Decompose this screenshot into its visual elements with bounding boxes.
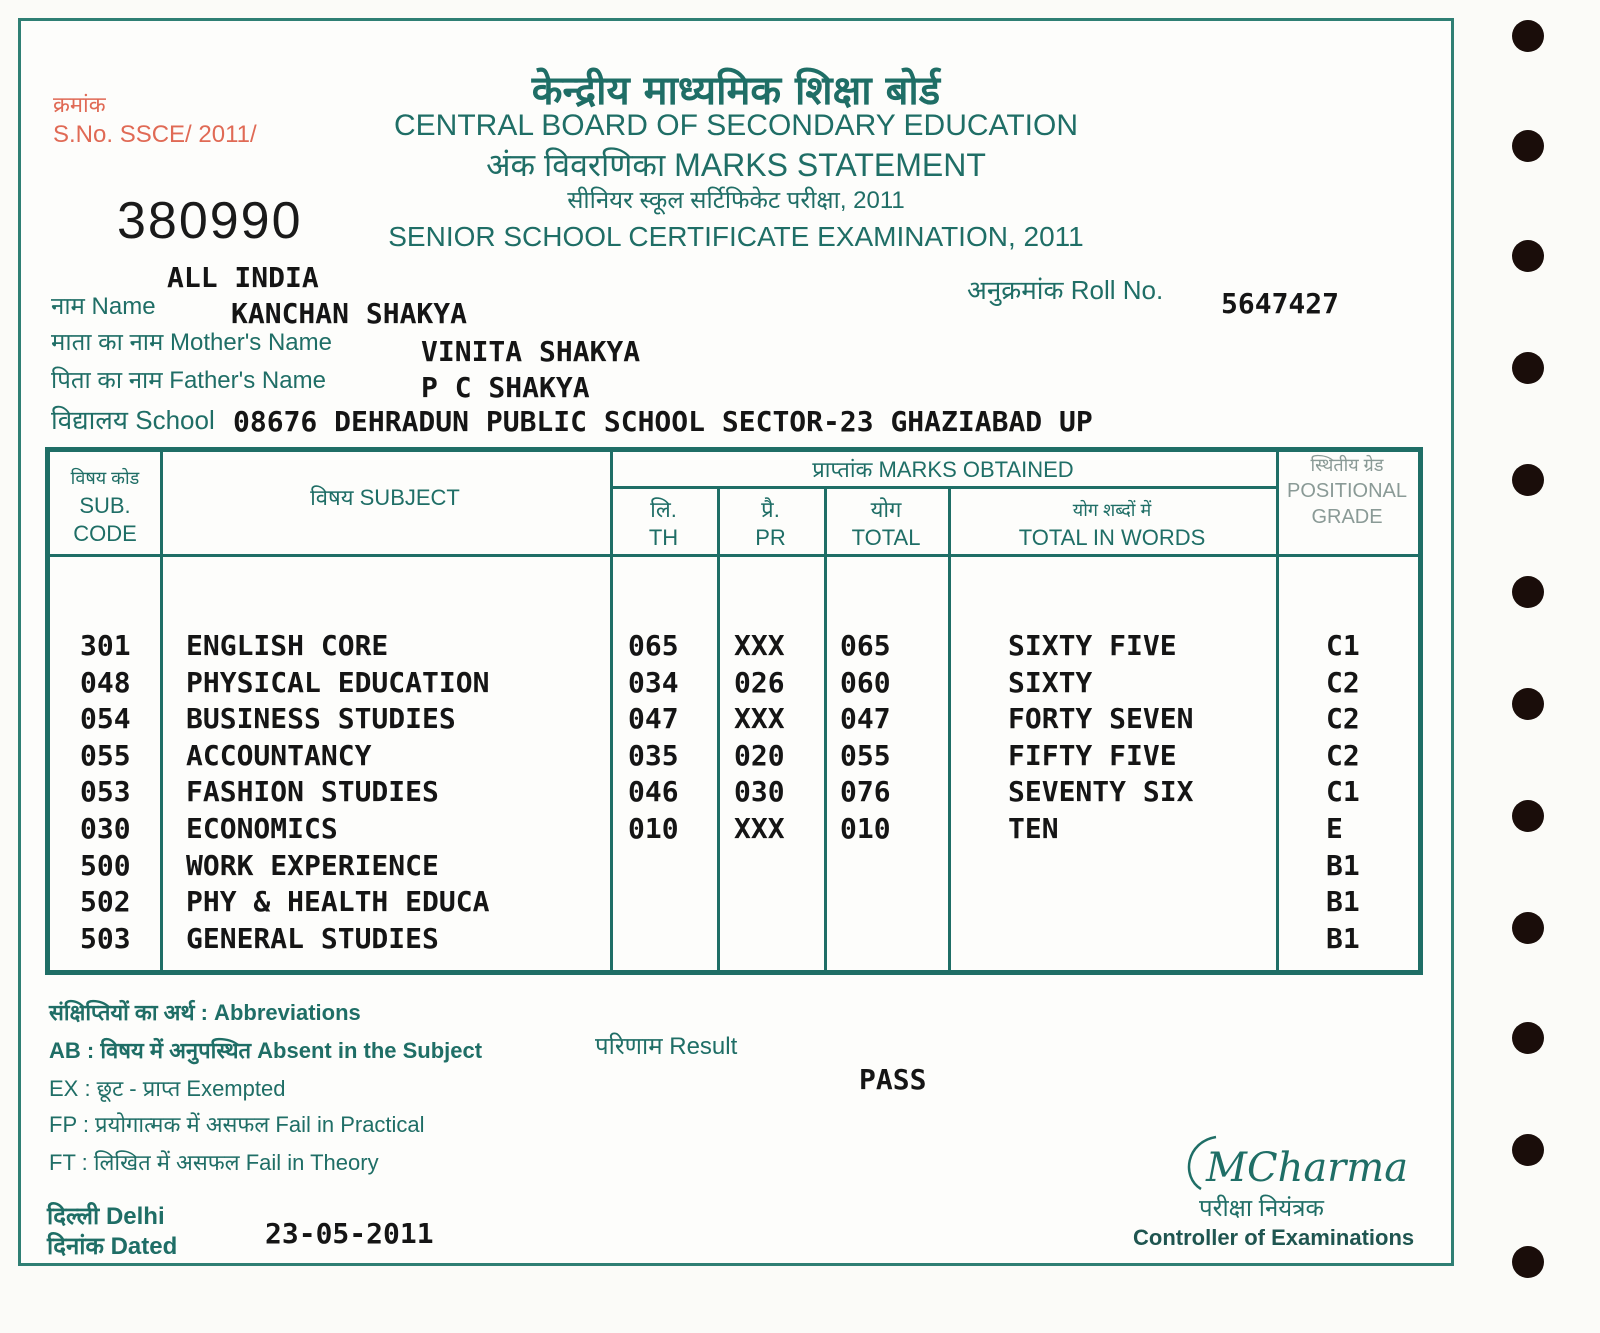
tractor-feed-hole <box>1512 800 1544 832</box>
name-label: नाम Name <box>51 293 156 320</box>
cell-pr: XXX <box>734 812 785 845</box>
cell-total: 055 <box>840 738 891 772</box>
tractor-feed-hole <box>1512 1022 1544 1054</box>
student-name: KANCHAN SHAKYA <box>231 297 468 330</box>
result-value: PASS <box>859 1063 927 1096</box>
school-label: विद्यालय School <box>51 405 215 435</box>
cell-grade: B1 <box>1326 885 1360 919</box>
abbreviation-item: FT : लिखित में असफल Fail in Theory <box>49 1150 379 1175</box>
roll-no-label: अनुक्रमांक Roll No. <box>967 275 1164 305</box>
cell-grade: C2 <box>1326 702 1360 736</box>
cell-words: SIXTY <box>1008 665 1093 699</box>
cell-code: 502 <box>80 885 131 919</box>
cell-pr: XXX <box>734 629 785 662</box>
issue-date: 23-05-2011 <box>265 1217 434 1250</box>
cell-subject: WORK EXPERIENCE <box>186 848 439 882</box>
cell-th: 046 <box>628 775 679 809</box>
header-positional-grade <box>1276 452 1418 530</box>
cell-subject: PHYSICAL EDUCATION <box>186 665 490 699</box>
header-grade-line1: POSITIONAL <box>1286 480 1408 502</box>
abbreviation-item: FP : प्रयोगात्मक में असफल Fail in Practical <box>49 1112 425 1137</box>
serial-label-hindi: क्रमांक <box>53 92 106 117</box>
tractor-feed-hole <box>1512 20 1544 52</box>
cell-th: 034 <box>628 665 679 699</box>
cell-words: TEN <box>1008 812 1059 845</box>
cell-grade: C1 <box>1326 775 1360 809</box>
cell-subject: ACCOUNTANCY <box>186 738 372 772</box>
signature-text: MCharma <box>1206 1145 1409 1191</box>
cell-grade: B1 <box>1326 921 1360 955</box>
tractor-feed-hole <box>1512 1246 1544 1278</box>
cell-total: 060 <box>840 665 891 699</box>
cell-subject: BUSINESS STUDIES <box>186 702 456 736</box>
header-total-hindi: योग <box>870 497 902 522</box>
roll-number: 5647427 <box>1221 287 1340 320</box>
cell-subject: GENERAL STUDIES <box>186 921 439 955</box>
date-label: दिनांक Dated <box>47 1233 178 1260</box>
place-label: दिल्ली Delhi <box>47 1203 165 1230</box>
tractor-feed-hole <box>1512 240 1544 272</box>
header-words-en: TOTAL IN WORDS <box>1018 525 1206 550</box>
cell-code: 503 <box>80 921 131 955</box>
row-divider <box>610 486 1276 489</box>
cell-th: 047 <box>628 702 679 736</box>
cell-subject: FASHION STUDIES <box>186 775 439 809</box>
cell-grade: C2 <box>1326 665 1360 699</box>
header-practical-hindi: प्रै. <box>761 497 780 522</box>
cell-words: FIFTY FIVE <box>1008 738 1177 772</box>
column-divider <box>824 488 827 970</box>
cell-code: 500 <box>80 848 131 882</box>
abbreviation-item: AB : विषय में अनुपस्थित Absent in the Subject <box>49 1038 483 1063</box>
cell-code: 030 <box>80 812 131 845</box>
tractor-feed-hole <box>1512 688 1544 720</box>
controller-title-hindi: परीक्षा नियंत्रक <box>1199 1195 1324 1222</box>
cell-total: 065 <box>840 629 891 662</box>
header-marks-obtained: प्राप्तांक MARKS OBTAINED <box>812 457 1074 482</box>
cell-words: FORTY SEVEN <box>1008 702 1194 736</box>
abbreviation-item: EX : छूट - प्राप्त Exempted <box>49 1076 286 1101</box>
header-sub-code-hindi: विषय कोड <box>70 468 140 488</box>
exam-name-hindi: सीनियर स्कूल सर्टिफिकेट परीक्षा, 2011 <box>567 187 905 214</box>
cell-pr: 020 <box>734 738 785 772</box>
tractor-feed-hole <box>1512 352 1544 384</box>
cell-code: 301 <box>80 629 131 662</box>
header-total-en: TOTAL <box>851 525 921 550</box>
header-total-in-words <box>948 496 1276 552</box>
board-name-hindi: केन्द्रीय माध्यमिक शिक्षा बोर्ड <box>531 67 941 114</box>
tractor-feed-hole <box>1512 1134 1544 1166</box>
father-name-label: पिता का नाम Father's Name <box>51 367 326 394</box>
cell-subject: ENGLISH CORE <box>186 629 389 662</box>
cell-total: 076 <box>840 775 891 809</box>
column-divider <box>948 488 951 970</box>
cell-th: 035 <box>628 738 679 772</box>
cell-grade: B1 <box>1326 848 1360 882</box>
abbreviations-title: संक्षिप्तियों का अर्थ : Abbreviations <box>49 1000 361 1025</box>
cell-code: 054 <box>80 702 131 736</box>
header-sub-code-line2: CODE <box>73 521 137 546</box>
mother-name: VINITA SHAKYA <box>421 335 641 368</box>
cell-code: 055 <box>80 738 131 772</box>
header-grade-line2: GRADE <box>1311 506 1383 528</box>
document-title: अंक विवरणिका MARKS STATEMENT <box>486 147 986 183</box>
father-name: P C SHAKYA <box>421 371 590 404</box>
serial-number: 380990 <box>117 192 303 250</box>
school-name: 08676 DEHRADUN PUBLIC SCHOOL SECTOR-23 GHAZIABAD UP <box>233 405 1093 438</box>
cell-words: SEVENTY SIX <box>1008 775 1194 809</box>
cell-pr: 026 <box>734 665 785 699</box>
cell-grade: C1 <box>1326 629 1360 662</box>
tractor-feed-hole <box>1512 464 1544 496</box>
tractor-feed-hole <box>1512 130 1544 162</box>
header-total <box>824 496 948 552</box>
marks-table <box>45 447 1423 975</box>
controller-title: Controller of Examinations <box>1133 1225 1415 1250</box>
header-theory <box>610 496 717 552</box>
header-theory-hindi: लि. <box>650 497 677 522</box>
cell-th: 010 <box>628 812 679 845</box>
column-divider <box>160 452 163 970</box>
cell-code: 053 <box>80 775 131 809</box>
cell-subject: ECONOMICS <box>186 812 338 845</box>
cell-subject: PHY & HEALTH EDUCA <box>186 885 490 919</box>
serial-label: S.No. SSCE/ 2011/ <box>53 121 257 148</box>
cell-code: 048 <box>80 665 131 699</box>
cell-th: 065 <box>628 629 679 662</box>
cell-grade: E <box>1326 812 1343 845</box>
header-practical <box>717 496 824 552</box>
cell-words: SIXTY FIVE <box>1008 629 1177 662</box>
board-name: CENTRAL BOARD OF SECONDARY EDUCATION <box>394 109 1078 142</box>
header-subject: विषय SUBJECT <box>310 485 460 510</box>
cell-total: 010 <box>840 812 891 845</box>
header-practical-en: PR <box>755 525 786 550</box>
column-divider <box>717 488 720 970</box>
tractor-feed-hole <box>1512 576 1544 608</box>
cell-pr: XXX <box>734 702 785 736</box>
cell-grade: C2 <box>1326 738 1360 772</box>
header-sub-code-line1: SUB. <box>79 493 131 518</box>
header-grade-hindi: स्थितीय ग्रेड <box>1310 455 1384 475</box>
tractor-feed-hole <box>1512 912 1544 944</box>
region: ALL INDIA <box>167 261 319 294</box>
exam-name: SENIOR SCHOOL CERTIFICATE EXAMINATION, 2011 <box>388 221 1084 252</box>
cell-pr: 030 <box>734 775 785 809</box>
header-theory-en: TH <box>648 525 679 550</box>
cell-total: 047 <box>840 702 891 736</box>
header-words-hindi: योग शब्दों में <box>1072 500 1152 520</box>
header-sub-code <box>50 464 160 548</box>
marks-statement-sheet <box>18 18 1454 1266</box>
result-label: परिणाम Result <box>595 1033 738 1060</box>
mother-name-label: माता का नाम Mother's Name <box>51 329 332 356</box>
header-divider <box>50 554 1418 557</box>
